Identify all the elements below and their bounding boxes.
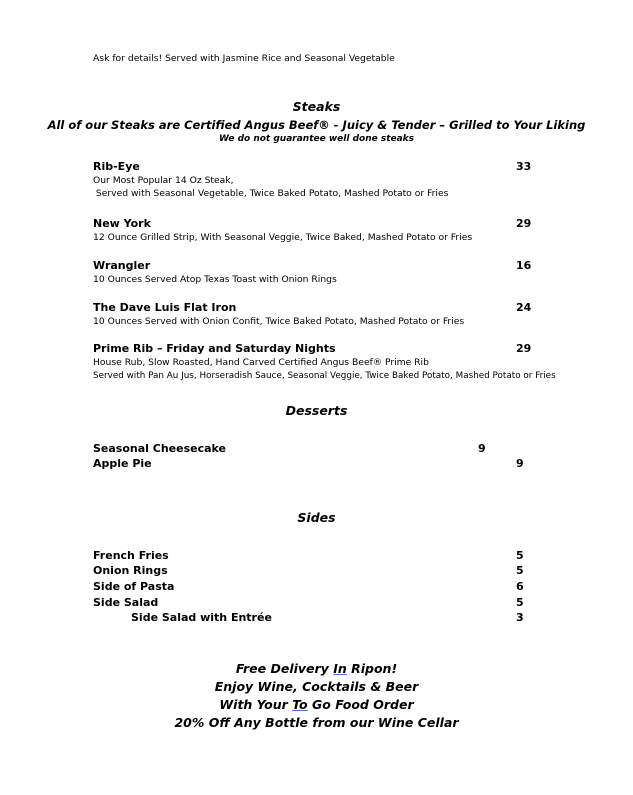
steaks-subtitle: All of our Steaks are Certified Angus Beef® - Juicy & Tender – Grilled to Your Liking [47,118,586,132]
item-price: 33 [516,160,532,173]
item-name: Apple Pie [93,457,152,470]
item-name: Prime Rib – Friday and Saturday Nights [93,342,336,355]
item-price: 9 [516,457,524,470]
steaks-note: We do not guarantee well done steaks [218,134,415,144]
item-desc: Served with Seasonal Vegetable, Twice Baked Potato, Mashed Potato or Fries [93,188,449,199]
promo-text: Free Delivery [235,661,334,676]
item-name: Side Salad with Entrée [131,611,272,624]
steaks-title: Steaks [292,99,341,114]
item-price: 6 [516,580,524,593]
item-desc: 10 Ounces Served with Onion Confit, Twice Baked Potato, Mashed Potato or Fries [93,316,465,327]
item-name: Seasonal Cheesecake [93,442,227,455]
promo-line-2: Enjoy Wine, Cocktails & Beer [214,679,419,694]
promo-text: With Your [219,697,293,712]
item-desc: 12 Ounce Grilled Strip, With Seasonal Veggie, Twice Baked, Mashed Potato or Fries [93,232,473,243]
promo-line-3 [0,697,633,712]
promo-text-underlined: In [333,661,347,676]
item-name: Rib-Eye [93,160,140,173]
sides-title: Sides [297,510,336,525]
item-price: 5 [516,564,524,577]
intro-text: Ask for details! Served with Jasmine Rice and Seasonal Vegetable [93,53,395,64]
item-price: 5 [516,549,524,562]
promo-line-1 [0,661,633,676]
promo-text: Ripon! [346,661,398,676]
item-price: 3 [516,611,524,624]
item-price: 5 [516,596,524,609]
promo-text-underlined: To [292,697,308,712]
item-desc: 10 Ounces Served Atop Texas Toast with Onion Rings [93,274,337,285]
promo-text: Go Food Order [307,697,414,712]
promo-line-4: 20% Off Any Bottle from our Wine Cellar [174,715,459,730]
item-name: Side of Pasta [93,580,175,593]
item-desc: Served with Pan Au Jus, Horseradish Sauce, Seasonal Veggie, Twice Baked Potato, Mashed Potato or Fries [93,371,556,381]
item-price: 16 [516,259,532,272]
item-price: 9 [478,442,486,455]
item-name: Onion Rings [93,564,168,577]
item-desc: Our Most Popular 14 Oz Steak, [93,175,234,186]
desserts-title: Desserts [285,403,348,418]
item-name: The Dave Luis Flat Iron [93,301,237,314]
item-name: French Fries [93,549,169,562]
item-desc: House Rub, Slow Roasted, Hand Carved Certified Angus Beef® Prime Rib [93,357,429,368]
item-price: 29 [516,342,532,355]
item-name: New York [93,217,151,230]
item-price: 24 [516,301,532,314]
item-name: Side Salad [93,596,159,609]
item-price: 29 [516,217,532,230]
item-name: Wrangler [93,259,151,272]
